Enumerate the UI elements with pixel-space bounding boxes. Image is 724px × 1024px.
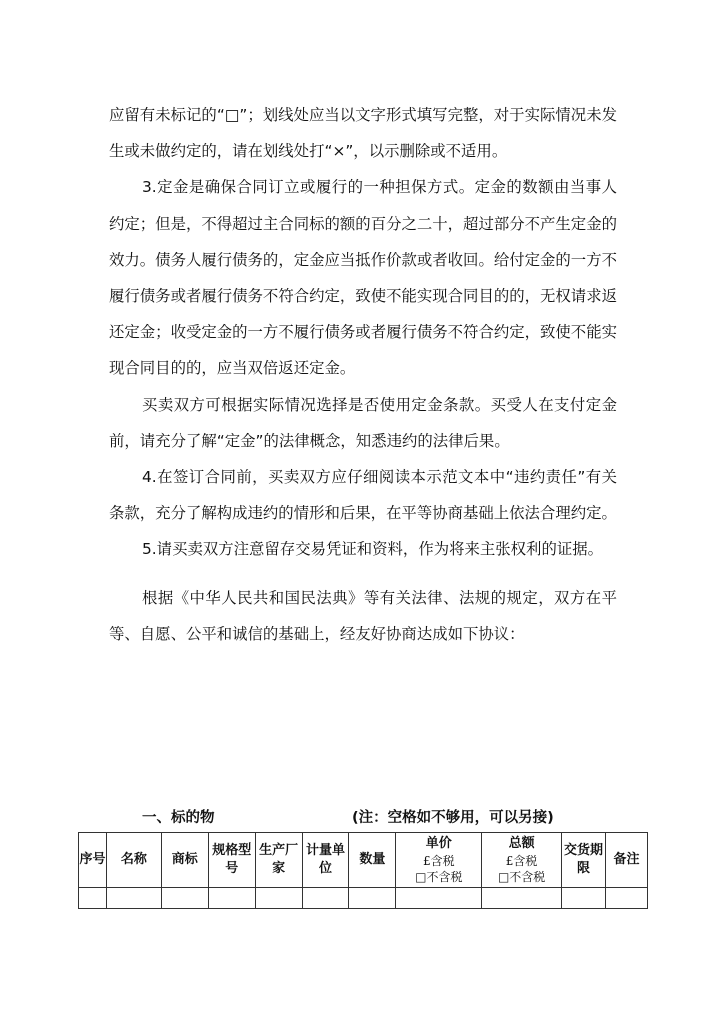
header-cell: 生产厂家 bbox=[255, 833, 302, 888]
header-cell: 备注 bbox=[605, 833, 647, 888]
body-text bbox=[109, 97, 617, 652]
tax-excluded-option[interactable]: □不含税 bbox=[497, 870, 546, 884]
table-cell[interactable] bbox=[79, 888, 107, 909]
paragraph: 应留有未标记的“□”；划线处应当以文字形式填写完整，对于实际情况未发生或未做约定的，请在划线处打“×”，以示删除或不适用。 bbox=[109, 106, 617, 161]
table-cell[interactable] bbox=[302, 888, 349, 909]
table-cell[interactable] bbox=[605, 888, 647, 909]
table-cell[interactable] bbox=[208, 888, 255, 909]
header-cell-unit-price bbox=[396, 833, 482, 888]
paragraph: 根据《中华人民共和国民法典》等有关法律、法规的规定，双方在平等、自愿、公平和诚信的基础上，经友好协商达成如下协议： bbox=[109, 588, 617, 643]
table-cell[interactable] bbox=[106, 888, 161, 909]
header-cell: 名称 bbox=[106, 833, 161, 888]
section-title: 一、标的物 bbox=[142, 810, 215, 826]
table-cell[interactable] bbox=[562, 888, 606, 909]
tax-included-option[interactable]: £含税 bbox=[505, 854, 538, 868]
table-cell[interactable] bbox=[161, 888, 208, 909]
table-cell[interactable] bbox=[482, 888, 562, 909]
header-cell: 序号 bbox=[79, 833, 107, 888]
header-cell: 规格型号 bbox=[208, 833, 255, 888]
header-cell: 计量单位 bbox=[302, 833, 349, 888]
table-row bbox=[79, 888, 648, 909]
header-cell: 交货期限 bbox=[562, 833, 606, 888]
table-header-row bbox=[79, 833, 648, 888]
paragraph-gap bbox=[109, 568, 617, 580]
header-label: 单价 bbox=[425, 836, 452, 851]
section-heading bbox=[142, 802, 622, 830]
tax-included-option[interactable]: £含税 bbox=[422, 854, 455, 868]
goods-table bbox=[78, 832, 648, 909]
header-cell: 数量 bbox=[349, 833, 396, 888]
header-cell: 商标 bbox=[161, 833, 208, 888]
tax-excluded-option[interactable]: □不含税 bbox=[415, 870, 463, 884]
header-cell-total bbox=[482, 833, 562, 888]
paragraph: 3.定金是确保合同订立或履行的一种担保方式。定金的数额由当事人约定；但是，不得超过主合同标的额的百分之二十，超过部分不产生定金的效力。债务人履行债务的，定金应当抵作价款或者收回。给付定金的一方不履行债务或者履行债务不符合约定，致使不能实现合同目的的，无权请求返还定金；收受定金的一方不履行债务或者履行债务不符合约定，致使不能实现合同目的的，应当双倍返还定金。 bbox=[109, 178, 617, 378]
table-cell[interactable] bbox=[396, 888, 482, 909]
section-note: (注：空格如不够用，可以另接) bbox=[352, 810, 554, 826]
table-cell[interactable] bbox=[255, 888, 302, 909]
header-label: 总额 bbox=[508, 836, 535, 851]
table-cell[interactable] bbox=[349, 888, 396, 909]
paragraph: 5.请买卖双方注意留存交易凭证和资料，作为将来主张权利的证据。 bbox=[142, 540, 604, 559]
paragraph: 4.在签订合同前，买卖双方应仔细阅读本示范文本中“违约责任”有关条款，充分了解构成违约的情形和后果，在平等协商基础上依法合理约定。 bbox=[109, 468, 617, 523]
paragraph: 买卖双方可根据实际情况选择是否使用定金条款。买受人在支付定金前，请充分了解“定金”的法律概念，知悉违约的法律后果。 bbox=[109, 395, 617, 450]
